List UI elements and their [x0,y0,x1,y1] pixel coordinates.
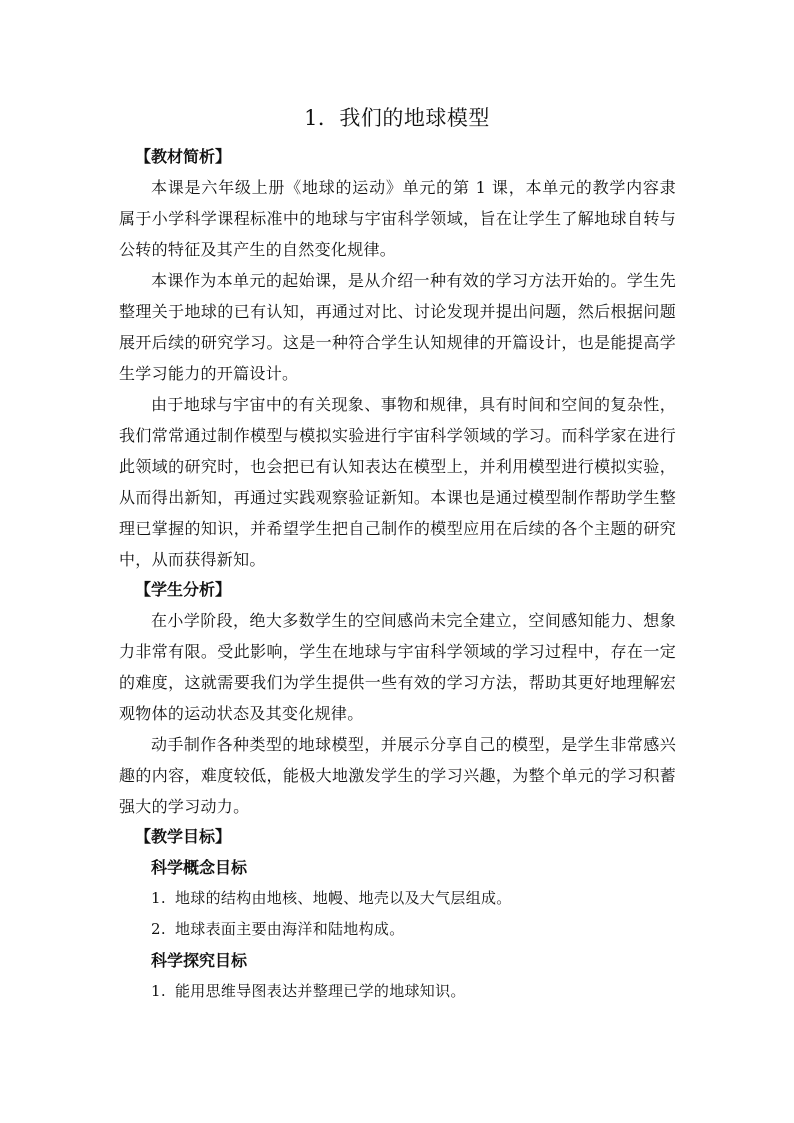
lesson-title: 1．我们的地球模型 [304,106,490,130]
subheading-inquiry-goals: 科学探究目标 [151,951,248,970]
paragraph: 动手制作各种类型的地球模型，并展示分享自己的模型，是学生非常感兴趣的内容，难度较低，能极大地激发学生的学习兴趣，为整个单元的学习积蓄强大的学习动力。 [119,735,676,816]
list-item-text: 地球表面主要由海洋和陆地构成。 [175,920,405,938]
list-item-text: 能用思维导图表达并整理已学的地球知识。 [175,982,466,1000]
document-body [119,142,676,1007]
list-item-number: 2. [151,920,166,938]
list-item [119,976,676,1007]
list-item-number: 1. [151,982,166,1000]
paragraph: 在小学阶段，绝大多数学生的空间感尚未完全建立，空间感知能力、想象力非常有限。受此影响，学生在地球与宇宙科学领域的学习过程中，存在一定的难度，这就需要我们为学生提供一些有效的学习方法，帮助其更好地理解宏观物体的运动状态及其变化规律。 [119,611,676,723]
section-heading-analysis: 【教材简析】 [135,147,232,166]
section-heading-students: 【学生分析】 [135,580,232,599]
list-item-text: 地球的结构由地核、地幔、地壳以及大气层组成。 [175,889,512,907]
subheading-concept-goals: 科学概念目标 [151,858,248,877]
list-item-number: 1. [151,889,166,907]
section-heading-goals: 【教学目标】 [135,827,232,846]
paragraph: 由于地球与宇宙中的有关现象、事物和规律，具有时间和空间的复杂性，我们常常通过制作模型与模拟实验进行宇宙科学领域的学习。而科学家在进行此领域的研究时，也会把已有认知表达在模型上，并利用模型进行模拟实验，从而得出新知，再通过实践观察验证新知。本课也是通过模型制作帮助学生整理已掌握的知识，并希望学生把自己制作的模型应用在后续的各个主题的研究中，从而获得新知。 [119,395,676,569]
list-item [119,883,676,914]
paragraph: 本课是六年级上册《地球的运动》单元的第 1 课，本单元的教学内容隶属于小学科学课程标准中的地球与宇宙科学领域，旨在让学生了解地球自转与公转的特征及其产生的自然变化规律。 [119,178,676,259]
list-item [119,914,676,945]
paragraph: 本课作为本单元的起始课，是从介绍一种有效的学习方法开始的。学生先整理关于地球的已有认知，再通过对比、讨论发现并提出问题，然后根据问题展开后续的研究学习。这是一种符合学生认知规律的开篇设计，也是能提高学生学习能力的开篇设计。 [119,271,676,383]
